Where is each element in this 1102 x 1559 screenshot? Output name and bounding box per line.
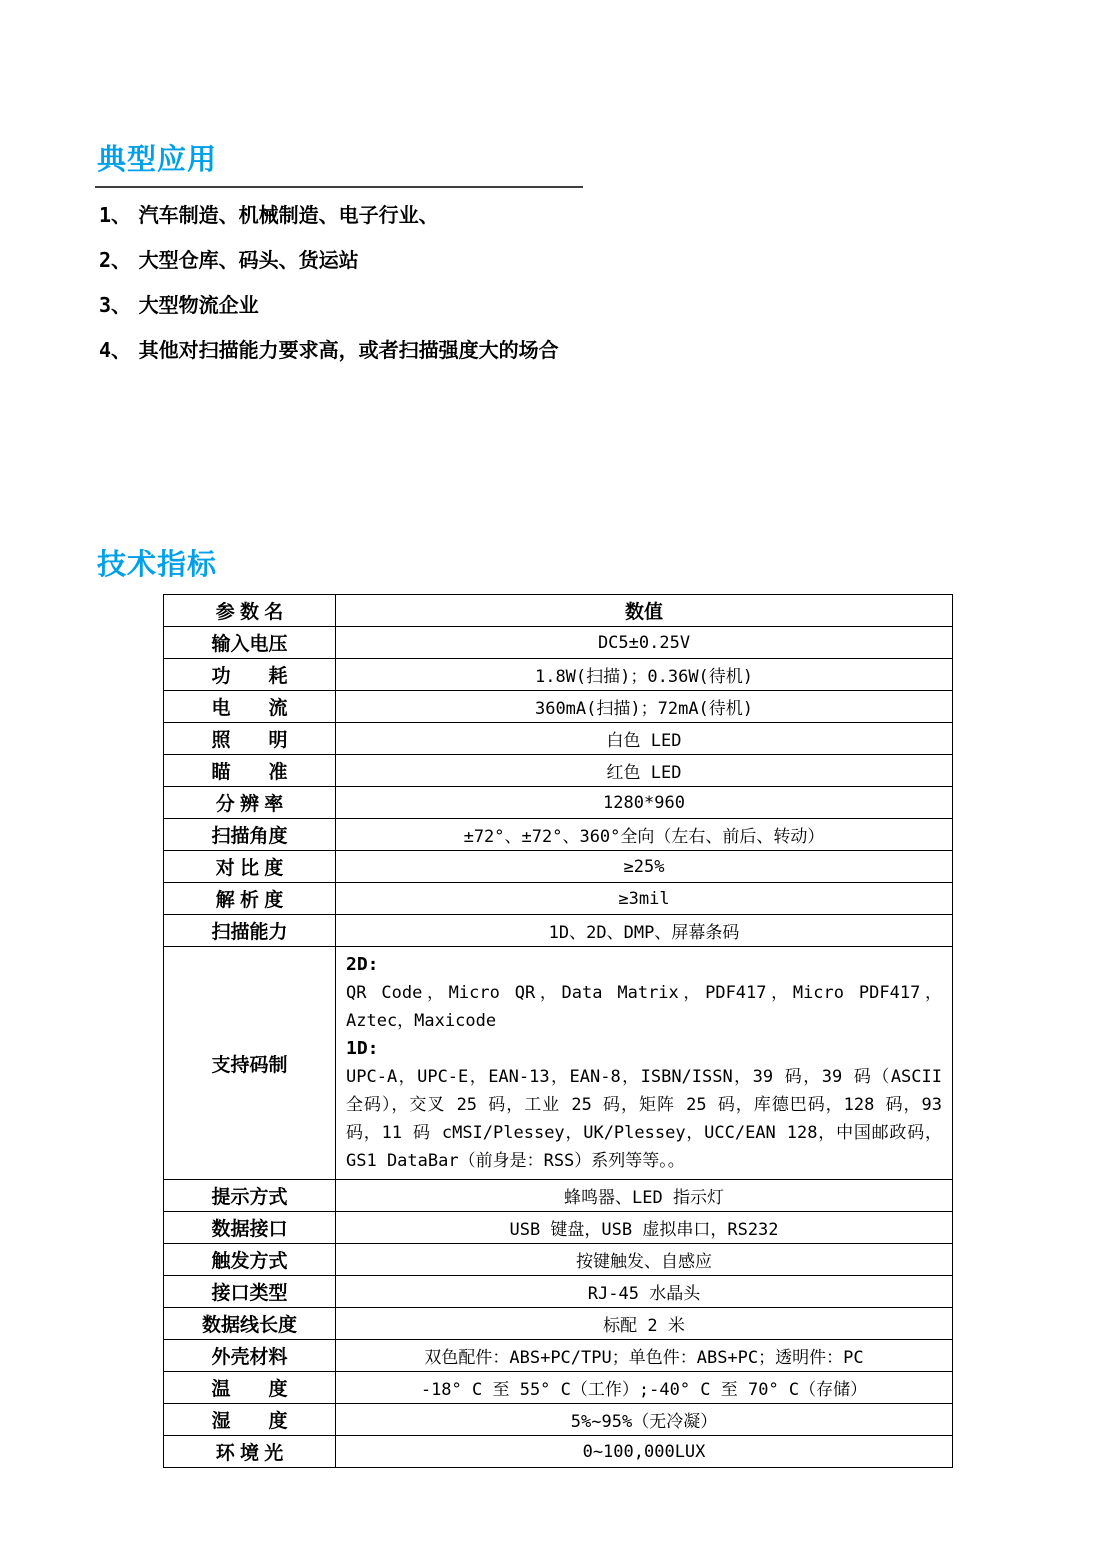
applications-list [99, 203, 559, 383]
spec-table-row [164, 851, 953, 883]
list-item-text: 其他对扫描能力要求高，或者扫描强度大的场合 [138, 340, 559, 362]
param-cell: 环 境 光 [164, 1436, 336, 1468]
spec-table-row [164, 1372, 953, 1404]
value-cell: 双色配件：ABS+PC/TPU；单色件：ABS+PC；透明件：PC [336, 1340, 953, 1372]
spec-table-row [164, 1276, 953, 1308]
section-title-specs: 技术指标 [97, 549, 218, 581]
spec-table-row [164, 1340, 953, 1372]
param-cell: 接口类型 [164, 1276, 336, 1308]
table-header-param: 参 数 名 [164, 595, 336, 627]
spec-table-row [164, 915, 953, 947]
param-cell: 触发方式 [164, 1244, 336, 1276]
value-cell: ≥25% [336, 851, 953, 883]
list-item-text: 汽车制造、机械制造、电子行业、 [138, 205, 439, 227]
list-item-number: 2、 [99, 248, 132, 272]
spec-table-row [164, 1436, 953, 1468]
spec-table-row [164, 1244, 953, 1276]
value-cell: 1D、2D、DMP、屏幕条码 [336, 915, 953, 947]
spec-table-row [164, 659, 953, 691]
spec-table-row [164, 1180, 953, 1212]
spec-table-header-row [164, 595, 953, 627]
spec-table-row [164, 723, 953, 755]
param-cell: 输入电压 [164, 627, 336, 659]
param-cell: 湿 度 [164, 1404, 336, 1436]
value-cell: 白色 LED [336, 723, 953, 755]
title-underline [95, 186, 583, 188]
param-cell: 数据接口 [164, 1212, 336, 1244]
value-cell: 5%~95%（无冷凝） [336, 1404, 953, 1436]
param-cell: 扫描角度 [164, 819, 336, 851]
codes-2d-label: 2D: [346, 954, 379, 975]
param-cell: 瞄 准 [164, 755, 336, 787]
list-item-text: 大型物流企业 [138, 295, 259, 317]
spec-table-row [164, 883, 953, 915]
spec-table-row [164, 787, 953, 819]
list-item-text: 大型仓库、码头、货运站 [138, 250, 359, 272]
value-cell: 1.8W(扫描)；0.36W(待机) [336, 659, 953, 691]
value-cell: USB 键盘，USB 虚拟串口，RS232 [336, 1212, 953, 1244]
value-cell: 按键触发、自感应 [336, 1244, 953, 1276]
spec-table [163, 594, 953, 1468]
value-cell: 0~100,000LUX [336, 1436, 953, 1468]
value-cell: ≥3mil [336, 883, 953, 915]
spec-table-row [164, 627, 953, 659]
param-cell: 照 明 [164, 723, 336, 755]
param-cell: 外壳材料 [164, 1340, 336, 1372]
section-title-applications: 典型应用 [97, 144, 218, 176]
value-cell: ±72°、±72°、360°全向（左右、前后、转动） [336, 819, 953, 851]
param-cell: 对 比 度 [164, 851, 336, 883]
spec-table-row [164, 819, 953, 851]
param-cell: 扫描能力 [164, 915, 336, 947]
param-cell: 解 析 度 [164, 883, 336, 915]
value-cell: 360mA(扫描)；72mA(待机) [336, 691, 953, 723]
spec-table-row [164, 691, 953, 723]
param-cell: 提示方式 [164, 1180, 336, 1212]
list-item [99, 293, 559, 318]
param-cell: 功 耗 [164, 659, 336, 691]
param-cell: 电 流 [164, 691, 336, 723]
codes-cell [336, 947, 953, 1180]
list-item-number: 4、 [99, 338, 132, 362]
value-cell: 红色 LED [336, 755, 953, 787]
param-cell: 数据线长度 [164, 1308, 336, 1340]
spec-table-row [164, 755, 953, 787]
param-cell: 温 度 [164, 1372, 336, 1404]
spec-table-row-codes [164, 947, 953, 1180]
list-item [99, 248, 559, 273]
list-item [99, 203, 559, 228]
value-cell: 蜂鸣器、LED 指示灯 [336, 1180, 953, 1212]
list-item-number: 1、 [99, 203, 132, 227]
spec-table-row [164, 1212, 953, 1244]
value-cell: 1280*960 [336, 787, 953, 819]
codes-2d-list: QR Code，Micro QR，Data Matrix，PDF417，Micro PDF417， Aztec，Maxicode [346, 983, 942, 1031]
value-cell: -18° C 至 55° C（工作）;-40° C 至 70° C（存储） [336, 1372, 953, 1404]
param-cell: 支持码制 [164, 947, 336, 1180]
codes-1d-label: 1D: [346, 1038, 379, 1059]
value-cell: DC5±0.25V [336, 627, 953, 659]
codes-1d-list: UPC-A，UPC-E，EAN-13，EAN-8，ISBN/ISSN，39 码，39 码（ASCII 全码），交叉 25 码，工业 25 码，矩阵 25 码，库德巴码，128 码，93 码，11 码 cMSI/Plessey，UK/Plessey，UCC/EAN 128，中国邮政码，GS1 DataBar（前身是：RSS）系列等等。。 [346, 1067, 942, 1171]
table-header-value: 数值 [336, 595, 953, 627]
list-item [99, 338, 559, 363]
spec-table-row [164, 1404, 953, 1436]
spec-table-row [164, 1308, 953, 1340]
param-cell: 分 辨 率 [164, 787, 336, 819]
value-cell: RJ-45 水晶头 [336, 1276, 953, 1308]
value-cell: 标配 2 米 [336, 1308, 953, 1340]
list-item-number: 3、 [99, 293, 132, 317]
